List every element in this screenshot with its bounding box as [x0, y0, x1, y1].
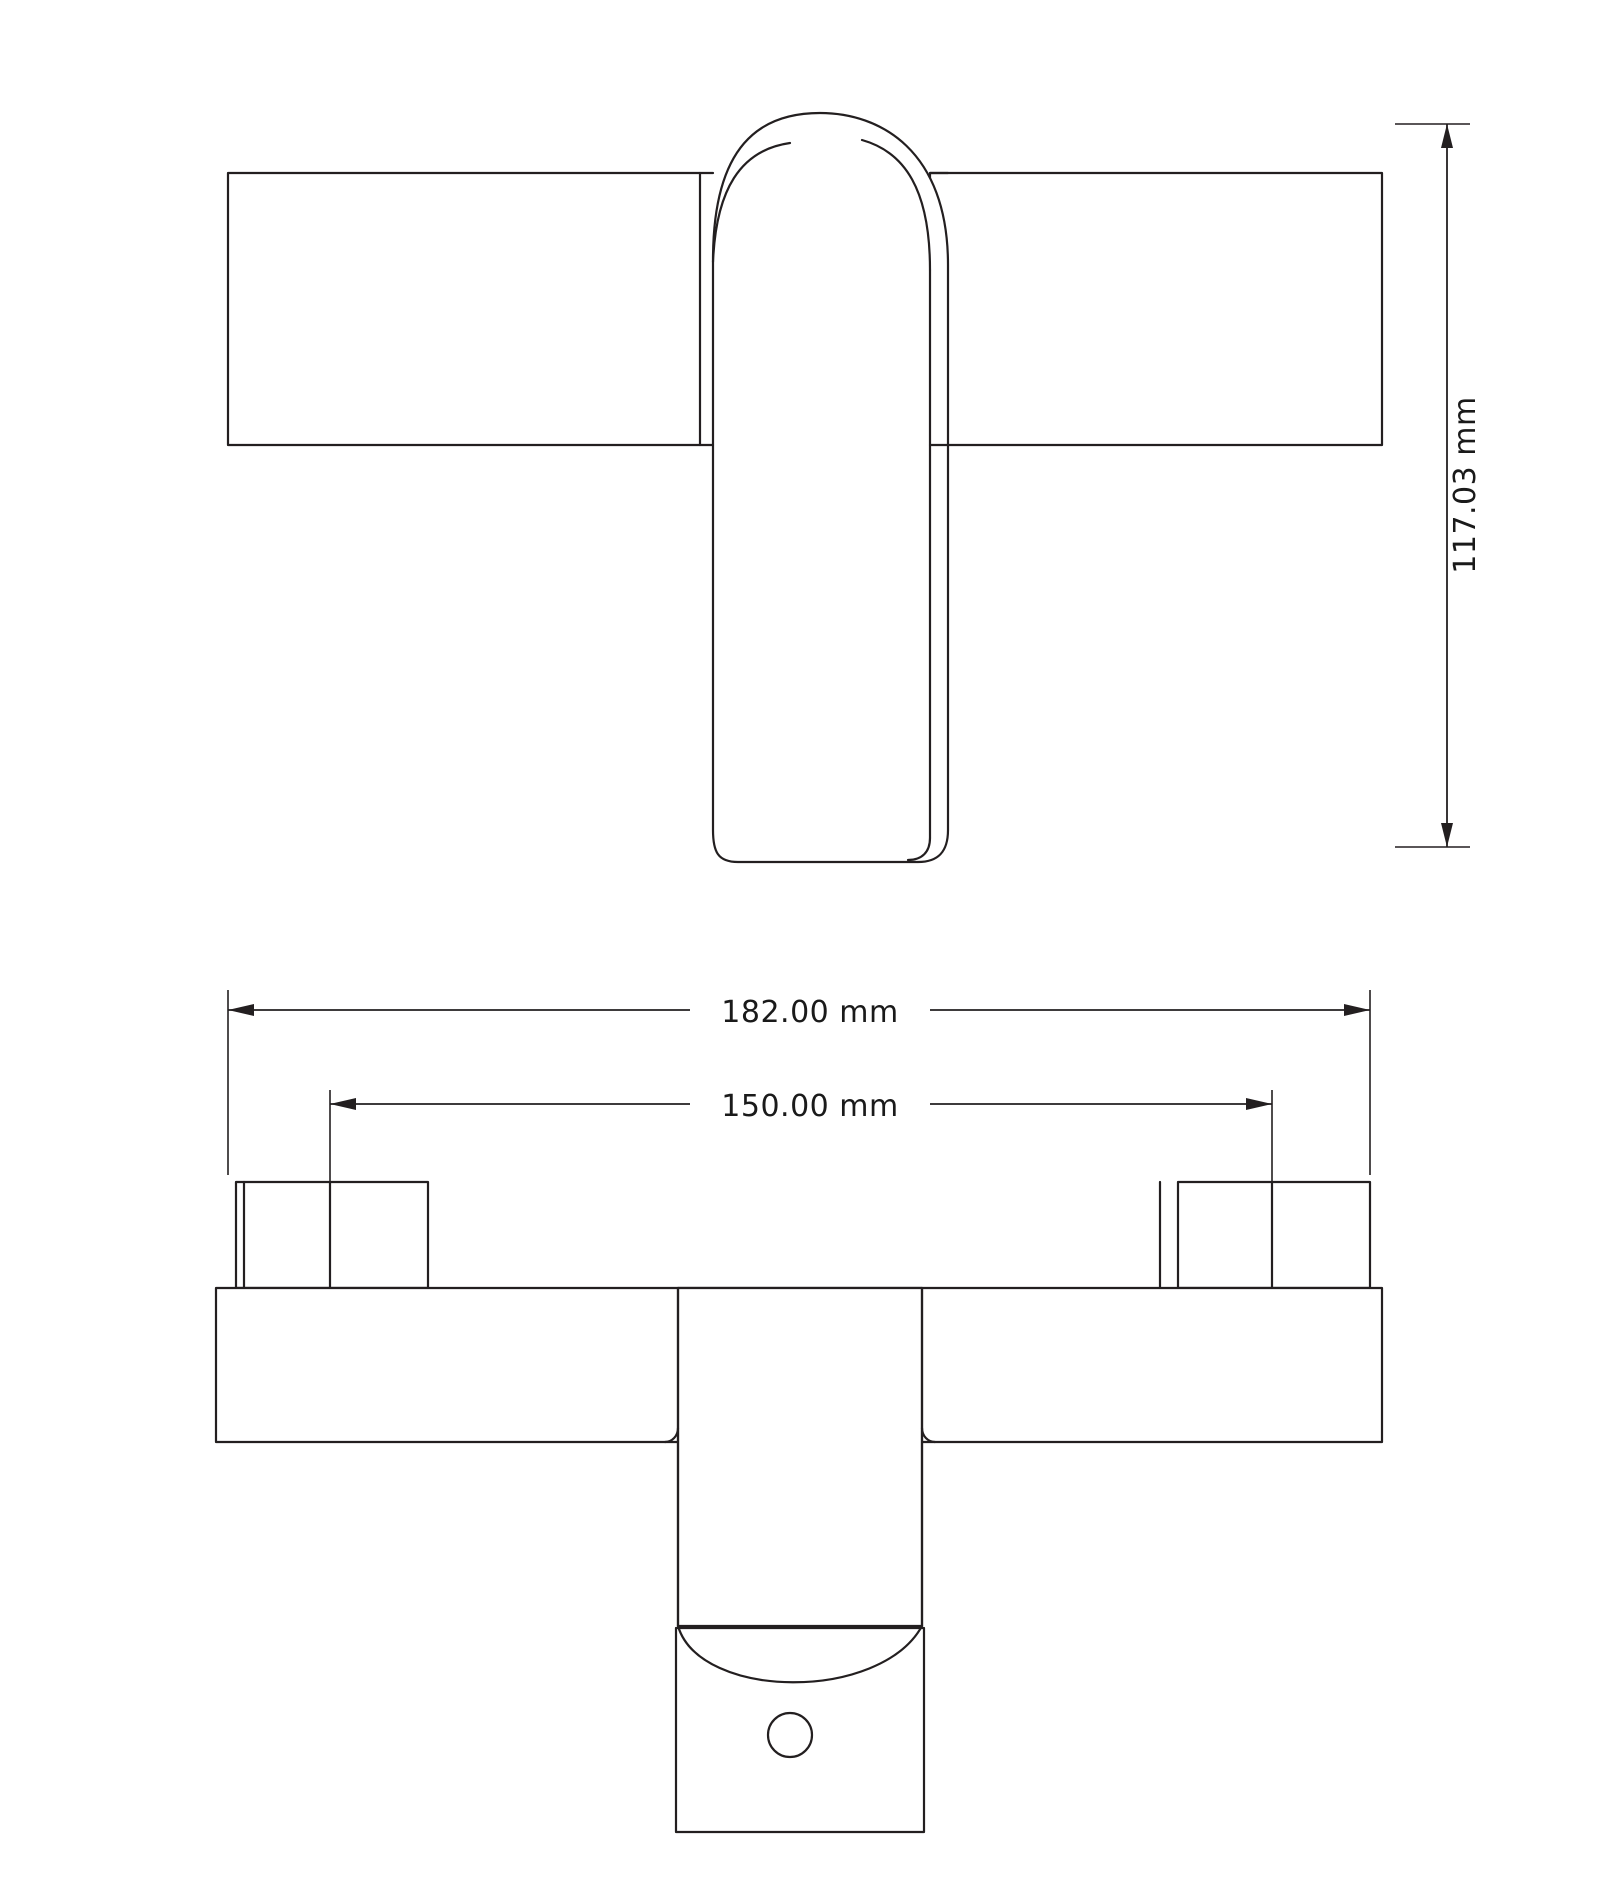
top-view-left-inlet-block: [236, 1182, 428, 1288]
width-arrow-right: [1344, 1004, 1370, 1016]
height-arrow-bottom: [1441, 823, 1453, 847]
centre-arrow-left: [330, 1098, 356, 1110]
top-view-aerator-circle: [768, 1713, 812, 1757]
height-arrow-top: [1441, 124, 1453, 148]
centre-arrow-right: [1246, 1098, 1272, 1110]
front-view-right-body: [930, 173, 1382, 445]
overall-width-dimension-label: 182.00 mm: [721, 995, 899, 1030]
height-dimension-label: 117.03 mm: [1448, 396, 1483, 574]
top-view-stem-overlap-mask: [680, 1290, 920, 1440]
width-arrow-left: [228, 1004, 254, 1016]
front-view-spout: [713, 113, 948, 862]
front-view-left-body: [228, 173, 700, 445]
top-view-group: [216, 988, 1382, 1832]
centre-distance-dimension-label: 150.00 mm: [721, 1089, 899, 1124]
top-view-right-inlet-block: [1178, 1182, 1370, 1288]
front-view-group: [228, 113, 1483, 862]
